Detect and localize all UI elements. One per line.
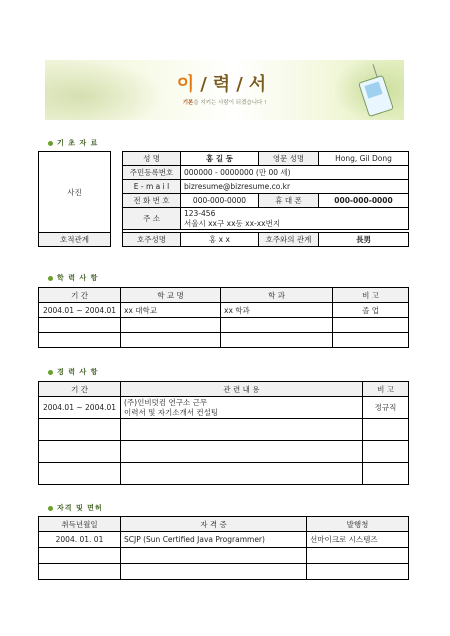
license-header-name: 자 격 증	[121, 517, 307, 532]
email-value: bizresume@bizresume.co.kr	[181, 180, 409, 194]
license-name	[121, 564, 307, 580]
license-issuer	[307, 564, 409, 580]
edu-header-note: 비 고	[333, 288, 409, 303]
license-header-issuer: 발행청	[307, 517, 409, 532]
career-table	[38, 381, 409, 485]
section-license-title	[48, 503, 103, 513]
career-line: 이력서 및 자기소개서 컨설팅	[124, 407, 219, 417]
edu-header-major: 학 과	[221, 288, 333, 303]
basic-info-table	[38, 151, 409, 247]
edu-period: 2004.01 ~ 2004.01	[39, 303, 121, 318]
license-date	[39, 548, 121, 564]
subtitle-emphasis: 기본	[182, 100, 194, 106]
title-char: 력	[212, 74, 237, 95]
license-table	[38, 516, 409, 580]
career-note: 정규직	[363, 397, 409, 419]
section-label: 학 력 사 항	[57, 274, 99, 282]
edu-major	[221, 318, 333, 333]
career-period: 2004.01 ~ 2004.01	[39, 397, 121, 419]
email-label: E - m a i l	[123, 180, 181, 194]
career-note	[363, 463, 409, 485]
title-char: 이	[176, 74, 201, 95]
edu-header-period: 기 간	[39, 288, 121, 303]
career-line: (주)인비덧컴 연구소 근무	[124, 397, 208, 407]
address-line: 서울시 xx구 xx동 xx-xx번지	[184, 218, 281, 228]
title-char: 서	[248, 74, 273, 95]
title-separator: /	[236, 74, 249, 95]
phone-value: 000-000-0000	[181, 194, 259, 208]
license-date: 2004. 01. 01	[39, 532, 121, 548]
address-zip: 123-456	[184, 208, 216, 218]
address-value	[181, 208, 409, 230]
edu-school	[121, 333, 221, 348]
edu-note	[333, 333, 409, 348]
photo-label: 사진	[67, 187, 82, 197]
mobile-label: 휴 대 폰	[259, 194, 319, 208]
license-issuer: 선마이크로 시스템즈	[307, 532, 409, 548]
subtitle-text: 을 지키는 사람이 되겠습니다 !	[193, 100, 267, 106]
edu-note	[333, 318, 409, 333]
career-period	[39, 441, 121, 463]
career-content	[121, 441, 363, 463]
family-relation-label: 호적관계	[39, 233, 111, 247]
eng-name-value: Hong, Gil Dong	[319, 152, 409, 166]
mobile-value: 000-000-0000	[319, 194, 409, 208]
bullet-icon	[48, 276, 53, 281]
edu-major	[221, 333, 333, 348]
phone-label: 전 화 번 호	[123, 194, 181, 208]
edu-header-school: 학 교 명	[121, 288, 221, 303]
career-period	[39, 463, 121, 485]
spacer-cell	[111, 233, 123, 247]
license-name	[121, 548, 307, 564]
title-separator: /	[200, 74, 213, 95]
section-label: 경 력 사 항	[57, 368, 99, 376]
career-header-content: 관 련 내 용	[121, 382, 363, 397]
photo-cell	[39, 152, 111, 233]
eng-name-label: 영문 성명	[259, 152, 319, 166]
head-relation-label: 호주와의 관계	[259, 233, 319, 247]
career-period	[39, 419, 121, 441]
name-label: 성 명	[123, 152, 181, 166]
head-relation-value: 長男	[319, 233, 409, 247]
career-content	[121, 419, 363, 441]
career-note	[363, 419, 409, 441]
bullet-icon	[48, 370, 53, 375]
edu-period	[39, 333, 121, 348]
edu-period	[39, 318, 121, 333]
bullet-icon	[48, 506, 53, 511]
rrn-label: 주민등록번호	[123, 166, 181, 180]
page-title	[45, 70, 404, 96]
section-basic-title	[48, 138, 98, 148]
spacer-cell	[111, 152, 123, 233]
edu-major: xx 학과	[221, 303, 333, 318]
edu-note: 졸 업	[333, 303, 409, 318]
education-table	[38, 287, 409, 348]
edu-school: xx 대학교	[121, 303, 221, 318]
license-name: SCJP (Sun Certified Java Programmer)	[121, 532, 307, 548]
name-value: 홍 길 동	[181, 152, 259, 166]
license-issuer	[307, 548, 409, 564]
license-header-date: 취득년월일	[39, 517, 121, 532]
bullet-icon	[48, 141, 53, 146]
section-label: 기 초 자 료	[57, 139, 99, 147]
section-education-title	[48, 273, 98, 283]
page-subtitle	[45, 98, 404, 106]
career-content	[121, 397, 363, 419]
career-header-note: 비 고	[363, 382, 409, 397]
career-content	[121, 463, 363, 485]
career-header-period: 기 간	[39, 382, 121, 397]
address-label: 주 소	[123, 208, 181, 230]
family-head-value: 홍 x x	[181, 233, 259, 247]
section-career-title	[48, 367, 98, 377]
license-date	[39, 564, 121, 580]
header-banner	[45, 60, 404, 120]
family-head-label: 호주성명	[123, 233, 181, 247]
rrn-value: 000000 - 0000000 (만 00 세)	[181, 166, 409, 180]
edu-school	[121, 318, 221, 333]
career-note	[363, 441, 409, 463]
section-label: 자격 및 면허	[57, 504, 103, 512]
